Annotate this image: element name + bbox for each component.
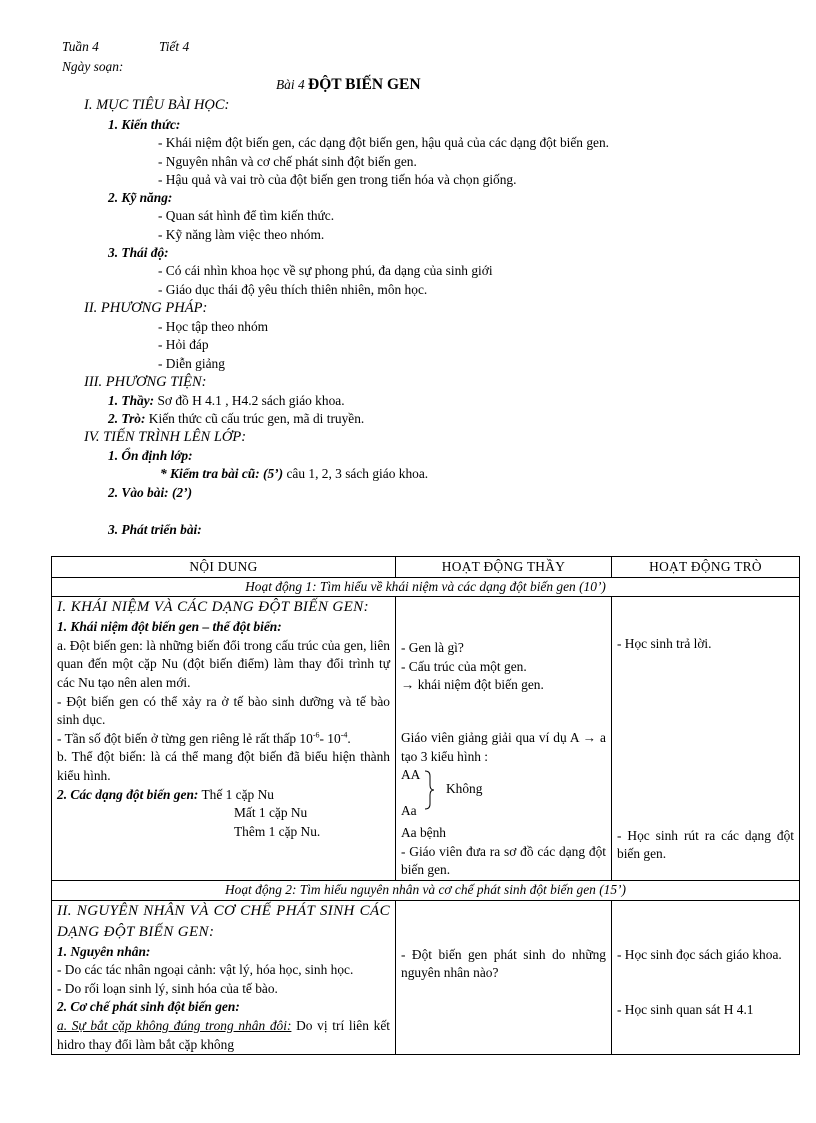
section1-sub2: 2. Các dạng đột biến gen: <box>57 786 199 802</box>
teacher-note: → khái niệm đột biến gen. <box>401 677 544 693</box>
student-forms: - Học sinh rút ra các dạng đột biến gen. <box>617 827 794 862</box>
student-label: 2. Trò: <box>108 411 146 426</box>
mechanism-body: Do vị trí liên kết hidro thay đổi làm bắt cặp không <box>57 1017 390 1052</box>
section1-heading: I. KHÁI NIỆM VÀ CÁC DẠNG ĐỘT BIẾN GEN: <box>57 599 369 616</box>
section2-sub1: 1. Nguyên nhân: <box>57 943 151 959</box>
method-item: - Hỏi đáp <box>158 337 209 352</box>
genotype-aa: Aa bệnh <box>401 825 446 841</box>
col-header-student: HOẠT ĐỘNG TRÒ <box>612 557 800 578</box>
step3-title: 3. Phát triển bài: <box>108 522 202 537</box>
student-cell <box>612 597 800 881</box>
mutation-definition: a. Đột biến gen: là những biến đổi trong cấu trúc của gen, liên quan đến một cặp Nu (đột biến điểm) làm thay đổi trình tự các Nu tạo nên alen mới. <box>57 637 390 690</box>
form-item: Mất 1 cặp Nu <box>234 805 308 821</box>
date-label: Ngày soạn: <box>62 59 124 74</box>
skills-item: - Kỹ năng làm việc theo nhóm. <box>158 227 325 242</box>
brace-icon <box>423 770 435 810</box>
knowledge-item: - Hậu quả và vai trò của đột biến gen trong tiến hóa và chọn giống. <box>158 172 517 187</box>
cause-item: - Do rối loạn sinh lý, sinh hóa của tế bào. <box>57 980 278 996</box>
spacer <box>617 901 794 946</box>
check-line <box>160 465 428 483</box>
genotype-Aa: Aa <box>401 803 417 819</box>
genotype-brace-group <box>401 766 606 824</box>
teacher-question: - Đột biến gen phát sinh do những nguyên nhân nào? <box>401 946 606 981</box>
col-header-teacher: HOẠT ĐỘNG THẦY <box>396 557 612 578</box>
knowledge-title: 1. Kiến thức: <box>108 117 181 132</box>
student-observe: - Học sinh quan sát H 4.1 <box>617 1002 754 1018</box>
teacher-line <box>108 392 345 410</box>
form-item: Thêm 1 cặp Nu. <box>234 823 321 839</box>
freq-post: . <box>347 730 351 746</box>
lesson-prefix: Bài 4 <box>276 77 305 92</box>
method-item: - Diễn giảng <box>158 356 225 371</box>
genotype-AA: AA <box>401 767 421 783</box>
student-cell <box>612 900 800 1054</box>
section1-sub1: 1. Khái niệm đột biến gen – thể đột biến: <box>57 619 282 635</box>
content-cell <box>52 900 396 1054</box>
section2-sub2: 2. Cơ chế phát sinh đột biến gen: <box>57 999 240 1015</box>
forms-line <box>57 786 390 805</box>
skills-item: - Quan sát hình để tìm kiến thức. <box>158 208 335 223</box>
knowledge-item: - Nguyên nhân và cơ chế phát sinh đột biến gen. <box>158 154 417 169</box>
spacer <box>401 597 606 639</box>
student-answer: - Học sinh trả lời. <box>617 636 712 652</box>
cause-item: - Do các tác nhân ngoại cảnh: vật lý, hóa học, sinh học. <box>57 962 354 978</box>
table-header-row <box>52 557 800 578</box>
activity2-heading: Hoạt động 2: Tìm hiểu nguyên nhân và cơ chế phát sinh đột biến gen (15’) <box>52 880 800 900</box>
check-label: * Kiểm tra bài cũ: (5’) <box>160 466 284 481</box>
table-row <box>52 597 800 881</box>
skills-title: 2. Kỹ năng: <box>108 190 173 205</box>
lesson-table <box>51 556 800 1055</box>
period-label: Tiết 4 <box>159 39 190 54</box>
form-item: Thế 1 cặp Nu <box>198 786 274 802</box>
student-line <box>108 410 364 428</box>
student-read: - Học sinh đọc sách giáo khoa. <box>617 946 782 962</box>
activity-row <box>52 577 800 597</box>
section2-heading: II. NGUYÊN NHÂN VÀ CƠ CHẾ PHÁT SINH CÁC DẠNG ĐỘT BIẾN GEN: <box>57 902 390 940</box>
process-title: IV. TIẾN TRÌNH LÊN LỚP: <box>84 429 247 445</box>
attitude-item: - Giáo dục thái độ yêu thích thiên nhiên, môn học. <box>158 282 428 297</box>
week-label: Tuần 4 <box>62 39 99 54</box>
method-title: II. PHƯƠNG PHÁP: <box>84 300 208 316</box>
freq-exp2: -4 <box>340 730 348 740</box>
student-text: Kiến thức cũ cấu trúc gen, mã di truyền. <box>145 411 365 426</box>
mutant-definition: b. Thể đột biến: là cá thể mang đột biến đã biểu hiện thành kiểu hình. <box>57 749 390 783</box>
freq-text: - Tần số đột biến ở từng gen riêng lẻ rất thấp 10 <box>57 730 313 746</box>
step1-title: 1. Ổn định lớp: <box>108 448 193 463</box>
mutation-cells: - Đột biến gen có thể xảy ra ở tế bào sinh dưỡng và tế bào sinh dục. <box>57 693 390 728</box>
lesson-name: ĐỘT BIẾN GEN <box>308 76 421 93</box>
mechanism-text <box>57 1017 390 1054</box>
teacher-diagram: - Giáo viên đưa ra sơ đồ các dạng đột biến gen. <box>401 843 606 878</box>
spacer <box>401 695 606 729</box>
spacer <box>401 901 606 946</box>
activity1-heading: Hoạt động 1: Tìm hiểu về khái niệm và các dạng đột biến gen (10’) <box>52 577 800 597</box>
check-text: câu 1, 2, 3 sách giáo khoa. <box>283 466 429 481</box>
lesson-title <box>276 76 421 94</box>
method-item: - Học tập theo nhóm <box>158 319 269 334</box>
col-header-content: NỘI DUNG <box>52 557 396 578</box>
knowledge-item: - Khái niệm đột biến gen, các dạng đột biến gen, hậu quả của các dạng đột biến gen. <box>158 135 610 150</box>
teacher-cell <box>396 597 612 881</box>
teacher-cell <box>396 900 612 1054</box>
teacher-example: Giáo viên giảng giải qua ví dụ A → a tạo 3 kiểu hình : <box>401 729 606 764</box>
freq-mid: - 10 <box>319 730 341 746</box>
spacer <box>617 597 794 635</box>
objectives-title: I. MỤC TIÊU BÀI HỌC: <box>84 97 230 113</box>
mechanism-label: a. Sự bắt cặp không đúng trong nhân đôi: <box>57 1017 292 1033</box>
freq-exp1: -6 <box>312 730 320 740</box>
content-cell <box>52 597 396 881</box>
teacher-text: Sơ đồ H 4.1 , H4.2 sách giáo khoa. <box>154 393 345 408</box>
attitude-title: 3. Thái độ: <box>108 245 169 260</box>
step2-title: 2. Vào bài: (2’) <box>108 485 193 500</box>
no-disease-label: Không <box>446 781 483 797</box>
means-title: III. PHƯƠNG TIỆN: <box>84 374 207 390</box>
attitude-item: - Có cái nhìn khoa học về sự phong phú, đa dạng của sinh giới <box>158 263 493 278</box>
activity-row <box>52 880 800 900</box>
mutation-frequency <box>57 730 390 749</box>
teacher-label: 1. Thầy: <box>108 393 155 408</box>
teacher-question: - Cấu trúc của một gen. <box>401 658 527 674</box>
table-row <box>52 900 800 1054</box>
teacher-question: - Gen là gì? <box>401 640 464 656</box>
spacer <box>617 964 794 1001</box>
spacer <box>617 654 794 827</box>
